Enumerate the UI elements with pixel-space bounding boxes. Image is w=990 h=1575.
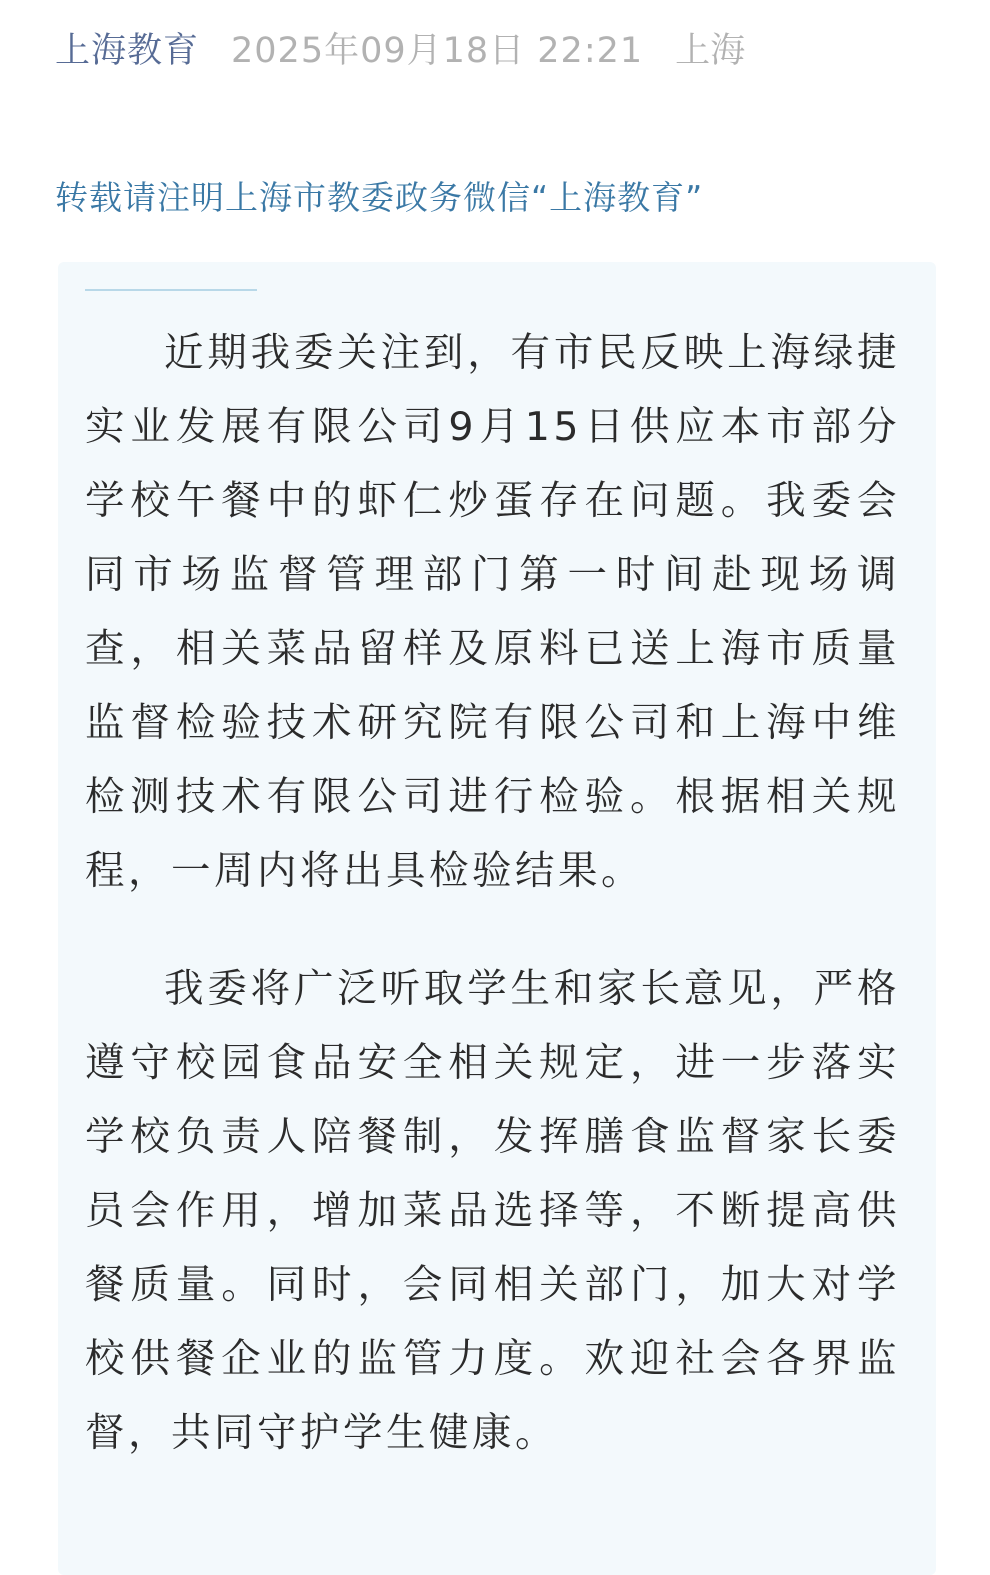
repost-note: 转载请注明上海市教委政务微信“上海教育” <box>55 178 704 217</box>
notice-paragraph-1: 近期我委关注到，有市民反映上海绿捷实业发展有限公司9月15日供应本市部分学校午餐中的虾仁炒蛋存在问题。我委会同市场监督管理部门第一时间赴现场调查，相关菜品留样及原料已送上海市质量监督检验技术研究院有限公司和上海中维检测技术有限公司进行检验。根据相关规程，一周内将出具检验结果。 <box>85 330 900 894</box>
notice-paragraph-2: 我委将广泛听取学生和家长意见，严格遵守校园食品安全相关规定，进一步落实学校负责人陪餐制，发挥膳食监督家长委员会作用，增加菜品选择等，不断提高供餐质量。同时，会同相关部门，加大对学校供餐企业的监管力度。欢迎社会各界监督，共同守护学生健康。 <box>85 966 900 1456</box>
account-name-link[interactable]: 上海教育 <box>55 31 200 71</box>
article-meta <box>55 22 745 74</box>
notice-box <box>58 262 936 1575</box>
publish-time: 2025年09月18日 22:21 <box>231 31 644 71</box>
publish-location: 上海 <box>675 31 746 71</box>
accent-divider <box>85 289 257 291</box>
